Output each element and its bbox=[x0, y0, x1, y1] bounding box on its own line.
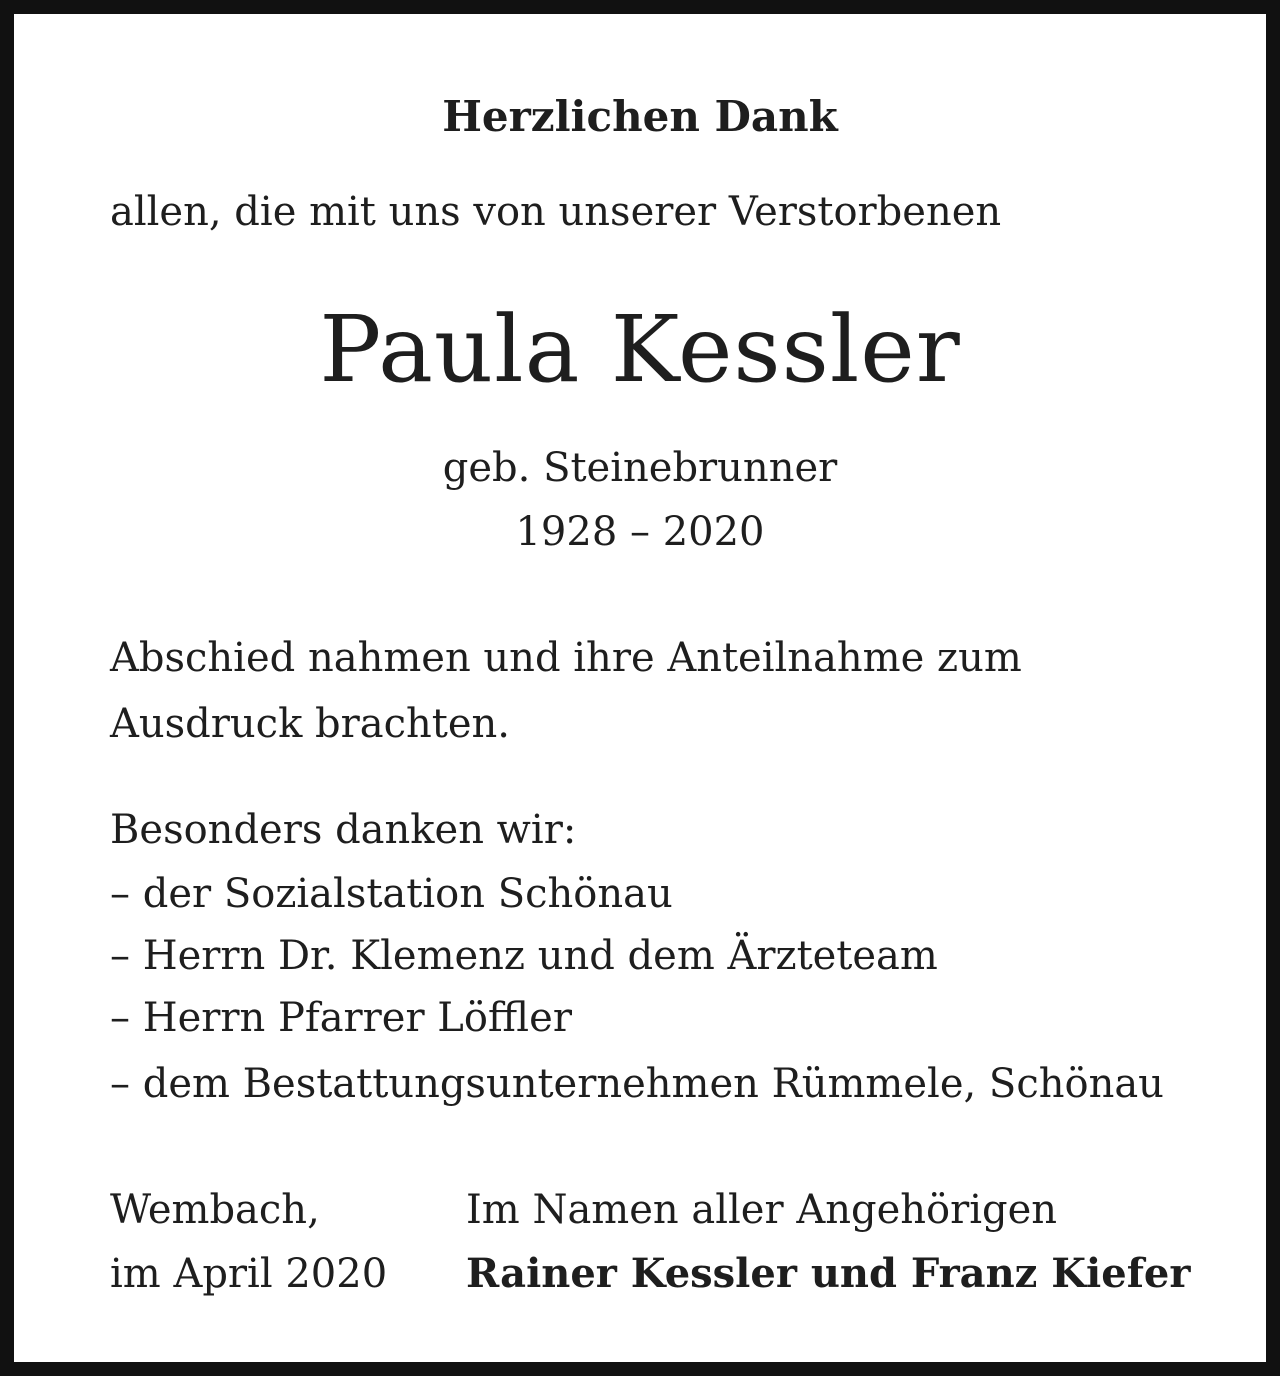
maiden-name: geb. Steinebrunner bbox=[442, 445, 838, 491]
heading: Herzlichen Dank bbox=[442, 92, 838, 141]
intro-text: allen, die mit uns von unserer Verstorbenen bbox=[110, 189, 1002, 235]
thanks-list-item: – der Sozialstation Schönau bbox=[110, 871, 673, 917]
paragraph-line-1: Abschied nahmen und ihre Anteilnahme zum bbox=[110, 635, 1022, 681]
thanks-intro: Besonders danken wir: bbox=[110, 807, 577, 853]
thanks-list-item: – dem Bestattungsunternehmen Rümmele, Schönau bbox=[110, 1061, 1164, 1107]
signatories: Rainer Kessler und Franz Kiefer bbox=[466, 1250, 1191, 1297]
date: im April 2020 bbox=[110, 1251, 388, 1297]
paragraph-line-2: Ausdruck brachten. bbox=[110, 701, 510, 747]
thanks-list-item: – Herrn Pfarrer Löffler bbox=[110, 995, 572, 1041]
life-years: 1928 – 2020 bbox=[515, 509, 765, 555]
deceased-name: Paula Kessler bbox=[319, 296, 961, 403]
thanks-list-item: – Herrn Dr. Klemenz und dem Ärzteteam bbox=[110, 933, 938, 979]
on-behalf-text: Im Namen aller Angehörigen bbox=[466, 1187, 1058, 1233]
place: Wembach, bbox=[110, 1187, 320, 1233]
